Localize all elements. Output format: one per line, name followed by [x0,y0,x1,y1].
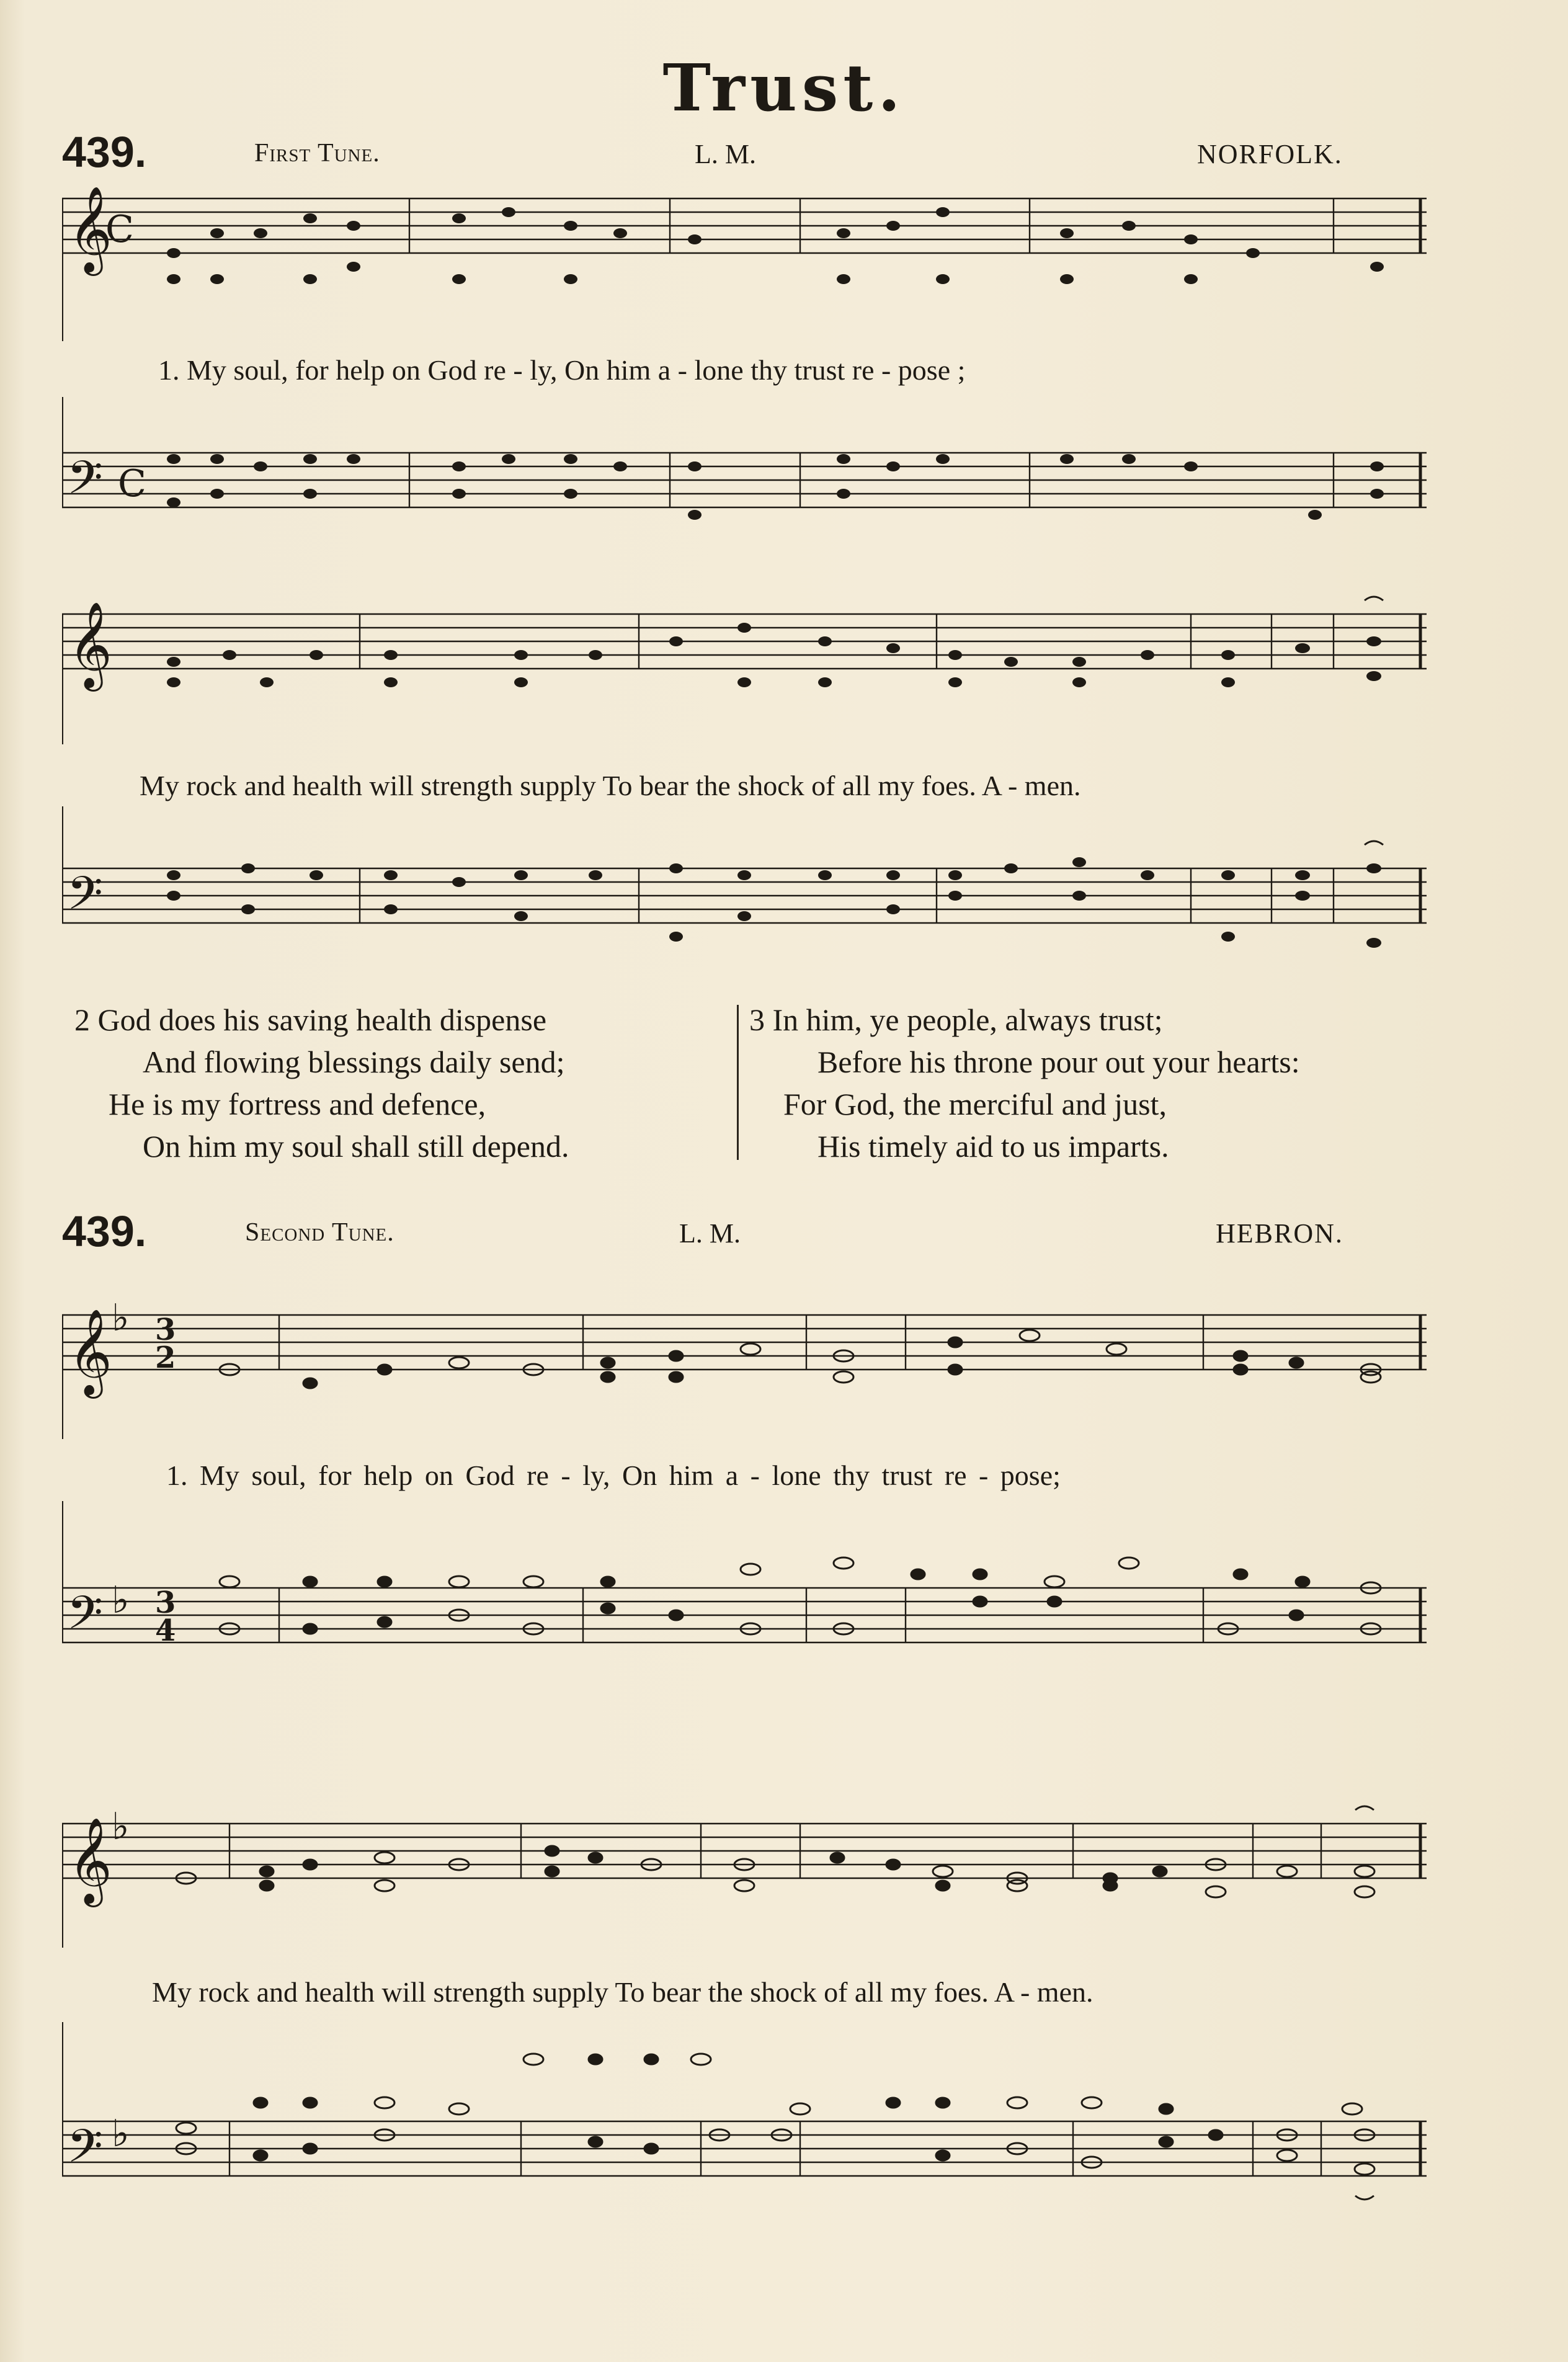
lyrics-line: My rock and health will strength supply To bear the shock of all my foes. A - men. [152,1976,1094,2008]
verse-3 [749,999,1300,1167]
bass-staff-notation [62,2022,1427,2208]
staff-system-treble [62,1278,1427,1439]
staff-system-bass [62,2022,1427,2208]
verse-line: 3 In him, ye people, always trust; [749,1002,1163,1037]
svg-text:4: 4 [155,1613,176,1648]
svg-text:♭: ♭ [112,1579,130,1622]
svg-text:♭: ♭ [112,2112,130,2155]
treble-staff-notation [62,1786,1427,1948]
verse-2 [74,999,569,1167]
meter-label: L. M. [695,139,756,169]
verse-line: And flowing blessings daily send; [143,1045,565,1079]
verse-line: On him my soul shall still depend. [143,1129,569,1164]
additional-verses [62,999,1427,1185]
verse-line: 2 God does his saving health dispense [74,1002,547,1037]
staff-system-bass [62,806,1427,968]
page-title: Trust. [662,50,906,126]
bass-staff-notation [62,806,1427,968]
lyrics-line: 1. My soul, for help on God re - ly, On him a - lone thy trust re - pose ; [158,354,966,386]
verse-line: For God, the merciful and just, [783,1087,1167,1121]
hymn-number: 439. [62,1207,147,1255]
bass-staff-notation [62,397,1427,546]
staff-system-treble [62,595,1427,744]
staff-system-treble [62,186,1427,341]
svg-text:𝄞: 𝄞 [68,1817,112,1904]
staff-system-bass [62,397,1427,546]
lyrics-line: 1. My soul, for help on God re - ly, On him a - lone thy trust re - pose; [166,1460,1061,1491]
svg-text:C: C [118,462,146,506]
tune-label: First Tune. [254,139,380,167]
svg-text:𝄢: 𝄢 [67,451,103,516]
treble-staff-notation [62,595,1427,744]
svg-text:♭: ♭ [112,1296,130,1340]
svg-text:♭: ♭ [112,1805,130,1848]
meter-label: L. M. [679,1218,741,1249]
hymn-header-second-tune [62,1206,1427,1256]
svg-text:3: 3 [155,1585,176,1620]
tune-name: NORFOLK. [1197,139,1343,169]
hymn-number: 439. [62,128,147,176]
treble-staff-notation [62,1278,1427,1439]
svg-text:𝄞: 𝄞 [68,602,112,688]
tune-name: HEBRON. [1216,1218,1343,1249]
svg-text:𝄢: 𝄢 [67,867,103,932]
verse-line: He is my fortress and defence, [109,1087,486,1121]
svg-text:3: 3 [155,1312,176,1347]
svg-text:𝄢: 𝄢 [67,2119,103,2185]
verse-divider [737,1005,739,1160]
tune-label: Second Tune. [245,1218,394,1247]
staff-system-treble [62,1786,1427,1948]
svg-text:𝄢: 𝄢 [67,1586,103,1651]
treble-staff-notation [62,186,1427,341]
bass-staff-notation [62,1501,1427,1687]
svg-text:𝄞: 𝄞 [68,1309,112,1395]
hymn-header-first-tune [62,127,1427,177]
svg-text:𝄞: 𝄞 [68,186,112,272]
lyrics-line: My rock and health will strength supply To bear the shock of all my foes. A - men. [140,770,1081,801]
svg-text:C: C [105,208,134,251]
staff-system-bass [62,1501,1427,1687]
verse-line: Before his throne pour out your hearts: [817,1045,1300,1079]
svg-text:2: 2 [155,1340,176,1375]
verse-line: His timely aid to us imparts. [817,1129,1169,1164]
